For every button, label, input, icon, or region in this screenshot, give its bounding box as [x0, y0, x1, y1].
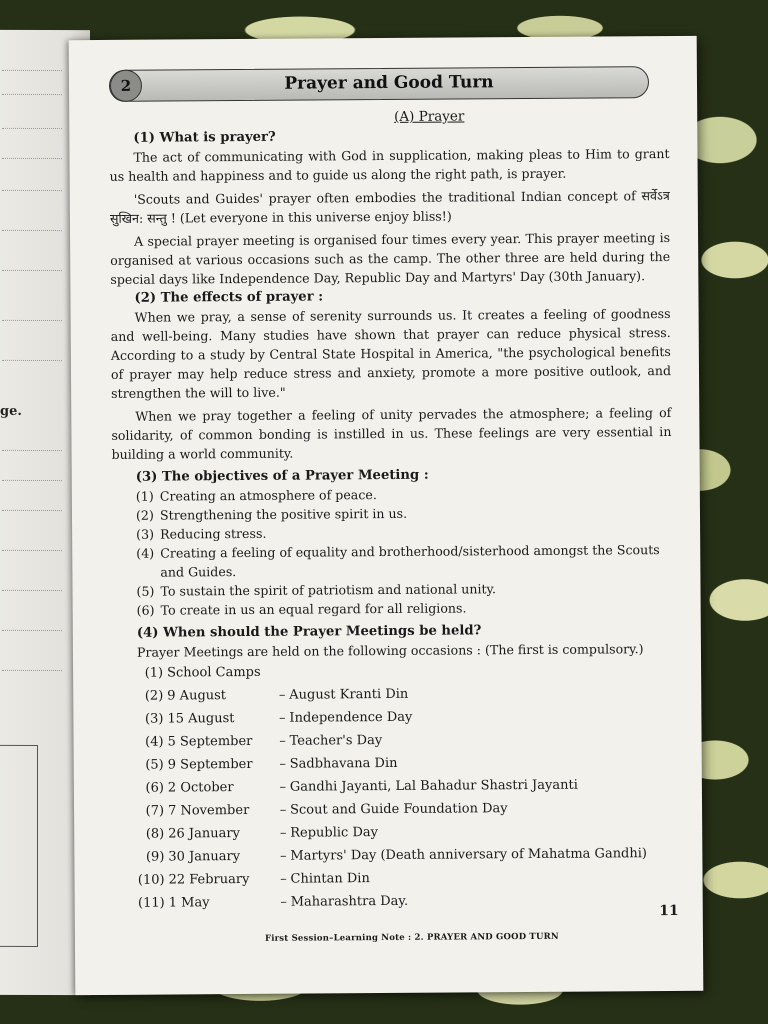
item-number: (1): [135, 488, 154, 504]
section-title: (A) Prayer: [394, 108, 465, 125]
dotted-line: [2, 670, 62, 671]
occasion-dash: –: [279, 710, 286, 726]
occasion-dash: –: [279, 779, 287, 795]
chapter-header: [109, 66, 649, 102]
occasion-number: (5): [145, 757, 164, 773]
item-text: Reducing stress.: [160, 525, 267, 542]
question-heading: (4) When should the Prayer Meetings be held?: [136, 623, 482, 641]
paragraph: The act of communicating with God in supplication, making pleas to Him to grant us health and happiness and to guide us along the right path, is prayer.: [109, 146, 670, 184]
list-item: [136, 540, 672, 582]
item-number: (2): [135, 507, 154, 523]
item-text: Creating a feeling of equality and brotherhood/sisterhood amongst the Scouts and Guides.: [160, 542, 660, 580]
occasion-name: [289, 658, 673, 684]
occasion-date: 1 May: [168, 895, 210, 911]
occasion-name: Martyrs' Day (Death anniversary of Mahatma Gandhi): [290, 846, 648, 864]
occasion-dash: –: [280, 894, 287, 910]
item-text: Creating an atmosphere of peace.: [159, 487, 377, 504]
page-content: [109, 106, 675, 915]
chapter-number: 2: [110, 70, 142, 102]
paragraph: When we pray together a feeling of unity pervades the atmosphere; a feeling of solidarity, of common bonding is instilled in us. These feelings are very essential in building a world community.: [111, 405, 672, 462]
dotted-line: [2, 630, 62, 631]
paragraph: 'Scouts and Guides' prayer often embodies the traditional Indian concept of सर्वेऽत्र सुखिन: सन्तु ! (Let everyone in this universe enjoy bliss!): [109, 188, 670, 226]
occasion-name: Sadbhavana Din: [289, 755, 398, 772]
paragraph: When we pray, a sense of serenity surrounds us. It creates a feeling of goodness and well-being. Many studies have shown that prayer can reduce physical stress. According to a study by Central State Hospital in America, "the psychological benefits of prayer may help reduce stress and anxiety, promote a more positive outlook, and strengthen the will to live.": [110, 306, 672, 401]
previous-page-box: [0, 745, 38, 947]
paragraph: A special prayer meeting is organised four times every year. This prayer meeting is organised at various occasions such as the camp. The other three are held during the special days like Independence Day, Republic Day and Martyrs' Day (30th January).: [110, 230, 671, 287]
occasion-dash: –: [280, 848, 287, 864]
item-text: To sustain the spirit of patriotism and national unity.: [160, 581, 497, 599]
question-heading: (2) The effects of prayer :: [134, 289, 324, 306]
chapter-title: Prayer and Good Turn: [284, 72, 494, 94]
list-item: [137, 597, 673, 620]
occasion-number: (4): [145, 734, 164, 750]
item-text: To create in us an equal regard for all religions.: [160, 600, 467, 618]
occasion-date: School Camps: [167, 664, 261, 681]
dotted-line: [2, 158, 62, 159]
item-number: (4): [136, 545, 155, 561]
occasions-intro: Prayer Meetings are held on the following occasions : (The first is compulsory.): [136, 641, 644, 660]
item-text: Strengthening the positive spirit in us.: [159, 505, 408, 523]
dotted-line: [2, 190, 62, 191]
occasion-date: 30 January: [168, 849, 241, 865]
item-number: (5): [136, 583, 155, 599]
occasion-name: August Kranti Din: [289, 686, 409, 703]
occasion-date: 9 September: [167, 756, 253, 773]
question-heading: (3) The objectives of a Prayer Meeting :: [135, 467, 429, 485]
occasion-dash: –: [279, 802, 287, 818]
occasion-number: (3): [144, 711, 164, 727]
occasion-name: Republic Day: [290, 825, 379, 841]
occasion-number: (6): [145, 780, 164, 796]
dotted-line: [2, 70, 62, 71]
occasion-date: 5 September: [167, 733, 253, 750]
occasion-dash: –: [280, 871, 287, 887]
occasion-name: Scout and Guide Foundation Day: [290, 801, 508, 818]
dotted-line: [2, 590, 62, 591]
dotted-line: [2, 550, 62, 551]
occasion-date: 2 October: [167, 780, 234, 796]
dotted-line: [2, 94, 62, 95]
dotted-line: [2, 320, 62, 321]
previous-page-text-fragment: ge.: [0, 403, 22, 419]
occasion-name: Gandhi Jayanti, Lal Bahadur Shastri Jayanti: [289, 777, 578, 795]
occasion-name: Maharashtra Day.: [290, 893, 409, 910]
occasion-date: 7 November: [168, 802, 250, 819]
occasion-name: Teacher's Day: [289, 733, 383, 749]
occasion-dash: –: [278, 687, 286, 703]
occasion-number: (10): [137, 872, 165, 888]
occasion-number: (8): [145, 826, 165, 842]
occasion-number: (2): [144, 688, 164, 704]
page-footer: First Session–Learning Note : 2. PRAYER AND GOOD TURN: [264, 931, 559, 944]
dotted-line: [2, 510, 62, 511]
occasion-name: Independence Day: [289, 709, 413, 726]
dotted-line: [2, 360, 62, 361]
item-number: (3): [136, 526, 155, 542]
occasion-dash: –: [279, 825, 287, 841]
occasion-dash: [275, 661, 289, 684]
book-page: [69, 36, 704, 995]
dotted-line: [2, 230, 62, 231]
occasion-name: Chintan Din: [290, 871, 370, 887]
occasion-number: (1): [144, 665, 164, 681]
occasion-row: [135, 888, 675, 915]
occasion-number: (9): [145, 849, 165, 865]
occasion-dash: –: [279, 756, 287, 772]
question-heading: (1) What is prayer?: [133, 129, 276, 146]
dotted-line: [2, 270, 62, 271]
occasion-date: 26 January: [168, 826, 240, 842]
occasion-date: 15 August: [167, 711, 235, 727]
dotted-line: [2, 480, 62, 481]
item-number: (6): [136, 602, 155, 618]
occasion-date: 9 August: [167, 688, 227, 704]
page-number: 11: [659, 902, 679, 920]
dotted-line: [2, 128, 62, 129]
occasion-date: 22 February: [168, 871, 250, 888]
occasion-dash: –: [279, 733, 286, 749]
occasion-number: (7): [145, 803, 165, 819]
occasion-number: (11): [137, 895, 165, 911]
dotted-line: [2, 450, 62, 451]
